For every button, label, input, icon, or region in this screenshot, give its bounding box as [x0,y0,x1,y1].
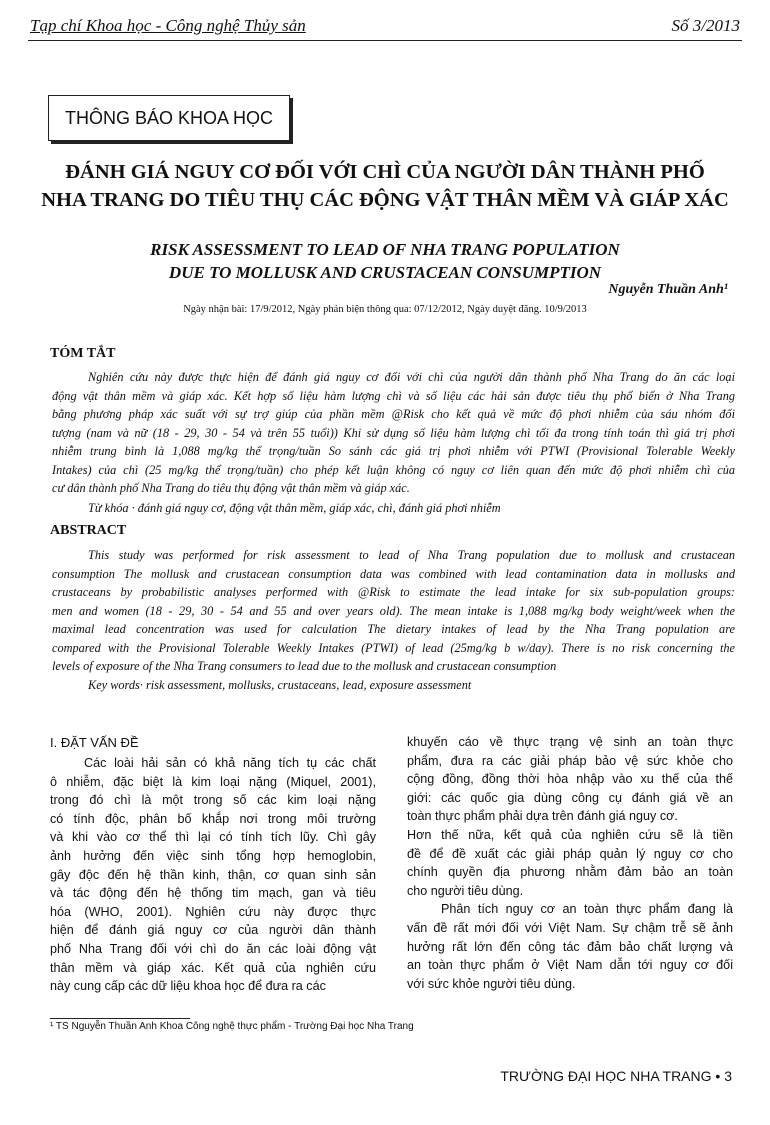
body-column-left [50,754,376,996]
text-line: men and women (18 - 29, 30 - 54 and 55 and over years old). The mean intake is 1,088 mg/kg body weight/week when the [52,603,735,618]
text-line: an toàn thực phẩm ở Việt Nam dẫn tới nguy cơ đối [407,958,733,973]
keywords-en: Key words· risk assessment, mollusks, crustaceans, lead, exposure assessment [88,678,472,692]
keywords-vi: Từ khóa · đánh giá nguy cơ, động vật thân mềm, giáp xác, chì, đánh giá phơi nhiễm [88,501,501,515]
text-line: vấn đề rất mới đối với Việt Nam. Sự chậm trễ sẽ ảnh [407,920,733,935]
text-line: cho người tiêu dùng. [407,883,524,898]
text-line: gây độc đến hệ thần kinh, thận, cơ quan sinh sản [50,867,376,882]
text-line: phố Nha Trang đối với chì do ăn các loài động vật [50,941,376,956]
text-line: Phân tích nguy cơ an toàn thực phẩm đang là [441,902,733,917]
header-rule [28,40,742,41]
text-line: consumption The mollusk and crustacean consumption data was combined with lead contamination data in mollusks and [52,566,735,581]
article-dates: Ngày nhận bài: 17/9/2012, Ngày phản biện thông qua: 07/12/2012, Ngày duyệt đăng. 10/9/2013 [183,304,587,315]
text-line: nhiễm trung bình là 1,088 mg/kg thể trọng/tuần So sánh các giá trị phơi nhiễm với PTWI (Provisional Tolerable Weekly [52,444,735,458]
text-line: tượng (nam và nữ (18 - 29, 30 - 54 và trên 55 tuổi)) Khi sử dụng số liệu hàm lượng chì tối đa trong tính toán thì giá trị phơi [52,425,735,440]
text-line: khuyến cáo về thực trạng vệ sinh an toàn thực [407,735,733,749]
text-line: động vật thân mềm và giáp xác. Kết hợp số liệu hàm lượng chì và số liệu các hải sản được tiêu thụ phổ biến ở Nha Trang [52,388,735,403]
text-line: đề để đề xuất các giải pháp quản lý nguy cơ cho [407,846,733,861]
body-column-right [407,733,733,993]
text-line: Hơn thế nữa, kết quả của nghiên cứu sẽ là tiền [407,827,733,842]
section-badge: THÔNG BÁO KHOA HỌC [48,95,290,141]
text-line: Các loài hải sản có khả năng tích tụ các chất [84,756,376,770]
text-line: giới: các quốc gia dùng công cụ đánh giá về an [407,790,733,805]
text-line: ô nhiễm, đặc biệt là kim loại nặng (Miquel, 2001), [50,774,376,789]
tom-tat-heading: TÓM TẮT [50,346,116,361]
text-line: levels of exposure of the Nha Trang consumers to lead due to the mollusk and crustacean consumption [52,659,557,673]
tom-tat-body [52,368,735,498]
text-line: Intakes) của chì (25 mg/kg thể trọng/tuần) cho phép kết luận không có nguy cơ liên quan đến mức độ phơi nhiễm chì của [52,462,735,477]
title-en-line: RISK ASSESSMENT TO LEAD OF NHA TRANG POPULATION [150,240,620,259]
title-vi-line: ĐÁNH GIÁ NGUY CƠ ĐỐI VỚI CHÌ CỦA NGƯỜI DÂN THÀNH PHỐ [65,161,705,183]
abstract-keywords [52,676,735,695]
text-line: cộng đồng, đồng thời hòa nhập vào xu thế của thế [407,772,733,787]
text-line: và tác động đến hệ thống tim mạch, gan và tiêu [50,886,376,901]
text-line: với sức khỏe người tiêu dùng. [407,976,576,991]
text-line: trong đó chì là một trong số các kim loại nặng [50,793,376,808]
text-line: hiện để đánh giá nguy cơ của người dân thành [50,923,376,938]
title-english [40,238,730,284]
title-en-line: DUE TO MOLLUSK AND CRUSTACEAN CONSUMPTION [168,263,602,282]
title-vietnamese [40,158,730,214]
text-line: cư dân thành phố Nha Trang do tiêu thụ động vật thân mềm và giáp xác. [52,481,410,495]
text-line: ảnh hưởng đến việc sinh tổng hợp hemoglobin, [50,848,376,863]
text-line: chính quyền địa phương nhằm đảm bảo an toàn [407,865,733,880]
text-line: maximal lead concentration was used for calculation The dietary intakes of lead by the Nha Trang population are [52,622,735,636]
section-heading: I. ĐẶT VẤN ĐỀ [50,735,139,750]
text-line: Nghiên cứu này được thực hiện để đánh giá nguy cơ đối với chì của người dân thành phố Nha Trang do ăn các loại [88,370,735,384]
text-line: toàn thực phẩm phải dựa trên đánh giá nguy cơ. [407,809,678,824]
text-line: compared with the Provisional Tolerable Weekly Intakes (PTWI) of lead (25mg/kg b w/day). There is no risk concerning the [52,640,735,655]
text-line: và khi vào cơ thể thì lại có tính tích lũy. Chì gây [50,830,376,845]
text-line: crustaceans by probabilistic analyses performed with @Risk to estimate the lead intake for six sub-population groups: [52,585,735,599]
text-line: hóa (WHO, 2001). Nghiên cứu này được thực [50,904,376,919]
text-line: This study was performed for risk assessment to lead of Nha Trang population due to mollusk and crustacean [88,548,735,562]
abstract-heading: ABSTRACT [50,523,127,538]
journal-name: Tạp chí Khoa học - Công nghệ Thủy sản [30,16,306,35]
author: Nguyễn Thuần Anh¹ [608,282,728,297]
tom-tat-keywords [52,499,735,518]
text-line: thân mềm và giáp xác. Kết quả của nghiên cứu [50,960,376,975]
title-vi-line: NHA TRANG DO TIÊU THỤ CÁC ĐỘNG VẬT THÂN MỀM VÀ GIÁP XÁC [41,189,729,211]
footnote: ¹ TS Nguyễn Thuần Anh Khoa Công nghệ thực phẩm - Trường Đại học Nha Trang [50,1021,414,1032]
text-line: phẩm, đưa ra các giải pháp bảo vệ sức khỏe cho [407,753,733,768]
footnote-rule [50,1018,190,1019]
abstract-body [52,546,735,676]
text-line: có tính độc, phân bố khắp nơi trong môi trường [50,811,376,826]
text-line: này cung cấp các dữ liệu khoa học để đưa ra các [50,979,326,994]
page-footer: TRƯỜNG ĐẠI HỌC NHA TRANG • 3 [500,1068,732,1084]
issue-number: Số 3/2013 [671,16,740,35]
text-line: bằng phương pháp xác suất với sự trợ giúp của phần mềm @Risk cho kết quả về mức độ phơi nhiễm của sáu nhóm đối [52,407,735,421]
text-line: hưởng rất lớn đến công tác đảm bảo chất lượng và [407,939,733,954]
